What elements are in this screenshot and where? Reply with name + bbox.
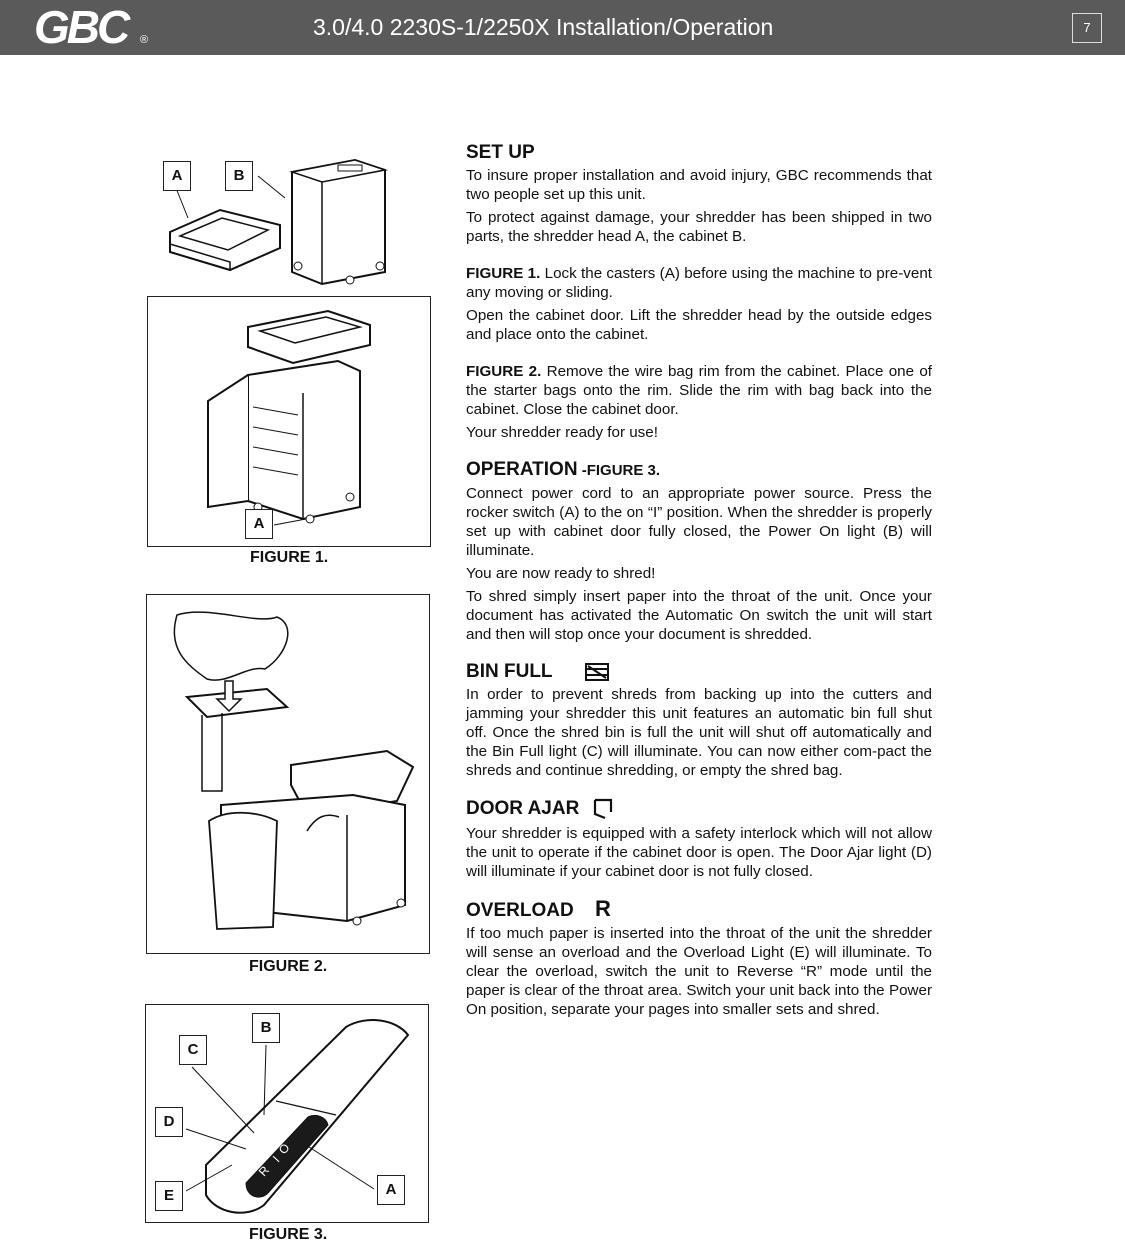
overload-section [466, 896, 932, 1019]
figure-1-caption: FIGURE 1. [250, 549, 329, 566]
figure-3-frame [145, 1004, 429, 1223]
setup-section [466, 143, 932, 246]
figure-2-illustration [147, 595, 429, 953]
setup-illustration [150, 150, 430, 290]
operation-paragraph-2: You are now ready to shred! [466, 565, 656, 582]
operation-heading-suffix: -FIGURE 3. [577, 462, 661, 479]
figure-3-label-b: B [252, 1013, 280, 1043]
figure-3-caption: FIGURE 3. [249, 1226, 328, 1243]
page-number: 7 [1072, 13, 1102, 43]
bin-full-icon [585, 663, 609, 681]
operation-heading-main: OPERATION [466, 459, 578, 480]
bin-full-section [466, 662, 932, 780]
header-bar [0, 0, 1125, 55]
figure-2-text-1: Remove the wire bag rim from the cabinet. Place one of the starter bags onto the rim. Slide the rim with bag back into the cabinet. Close the cabinet door. [466, 363, 933, 418]
figure-3-label-e: E [155, 1181, 183, 1211]
door-ajar-heading: DOOR AJAR [466, 798, 580, 820]
overload-heading: OVERLOAD [466, 900, 574, 921]
overload-paragraph: If too much paper is inserted into the throat of the unit the shredder will sense an overload and the Overload Light (E) will illuminate. To clear the overload, switch the unit to Reverse “R” mode until the paper is clear of the throat area. Switch your unit back into the Power On position, separate your pages into smaller sets and shred. [466, 925, 932, 1018]
figure-1-paragraph-1 [466, 264, 932, 302]
svg-text:O: O [275, 1140, 293, 1158]
operation-paragraph-1: Connect power cord to an appropriate power source. Press the rocker switch (A) to the on “I” position. When the shredder is properly set up with cabinet door fully closed, the Power On light (B) will illuminate. [466, 485, 932, 559]
gbc-logo: GBC [34, 1, 128, 53]
operation-paragraph-3: To shred simply insert paper into the throat of the unit. Once your document has activated the Automatic On switch the unit will start and then will stop once your document is shredded. [466, 588, 932, 643]
figure-1-paragraph-2: Open the cabinet door. Lift the shredder head by the outside edges and place onto the cabinet. [466, 307, 932, 343]
figure-3-label-a: A [377, 1175, 405, 1205]
setup-label-b: B [225, 161, 253, 191]
operation-section [466, 460, 932, 644]
svg-text:R: R [255, 1163, 273, 1180]
door-ajar-icon [593, 798, 613, 820]
figure-1-illustration [148, 297, 430, 546]
figure-2-section [466, 362, 932, 442]
overload-heading-row [466, 896, 932, 921]
bin-full-paragraph: In order to prevent shreds from backing up into the cutters and jamming your shredder this unit features an automatic bin full shut off. Once the shred bin is full the unit will shut off automatically and the Bin Full light (C) will illuminate. You can now either com-pact the shreds and continue shredding, or empty the shred bag. [466, 686, 932, 779]
figure-3-label-c: C [179, 1035, 207, 1065]
figure-1-section [466, 264, 932, 344]
overload-r-icon: R [594, 896, 611, 921]
figure-2-lead: FIGURE 2. [466, 363, 542, 380]
figure-2-paragraph-1 [466, 362, 932, 419]
door-ajar-heading-row [466, 798, 932, 820]
figure-2-frame [146, 594, 430, 954]
bin-full-heading-row [466, 662, 932, 681]
bin-full-heading: BIN FULL [466, 661, 553, 682]
figure-1-text-1: Lock the casters (A) before using the machine to pre-vent any moving or sliding. [466, 265, 932, 301]
figure-2-caption: FIGURE 2. [249, 958, 328, 975]
figure-2-paragraph-2: Your shredder ready for use! [466, 424, 658, 441]
setup-label-a: A [163, 161, 191, 191]
setup-heading: SET UP [466, 142, 535, 163]
setup-paragraph-1: To insure proper installation and avoid injury, GBC recommends that two people set up this unit. [466, 167, 932, 203]
registered-mark: ® [140, 34, 149, 46]
operation-heading [466, 460, 932, 480]
document-title: 3.0/4.0 2230S-1/2250X Installation/Operation [313, 14, 774, 40]
door-ajar-section [466, 798, 932, 881]
figure-1-frame [147, 296, 431, 547]
svg-text:I: I [269, 1153, 283, 1166]
door-ajar-paragraph: Your shredder is equipped with a safety interlock which will not allow the unit to operate if the cabinet door is open. The Door Ajar light (D) will illuminate if your cabinet door is not fully closed. [466, 825, 932, 880]
setup-paragraph-2: To protect against damage, your shredder has been shipped in two parts, the shredder head A, the cabinet B. [466, 209, 932, 245]
figure-3-label-d: D [155, 1107, 183, 1137]
figure-1-lead: FIGURE 1. [466, 265, 541, 282]
figure-1-label-a: A [245, 509, 273, 539]
instructions-column [466, 143, 932, 1037]
